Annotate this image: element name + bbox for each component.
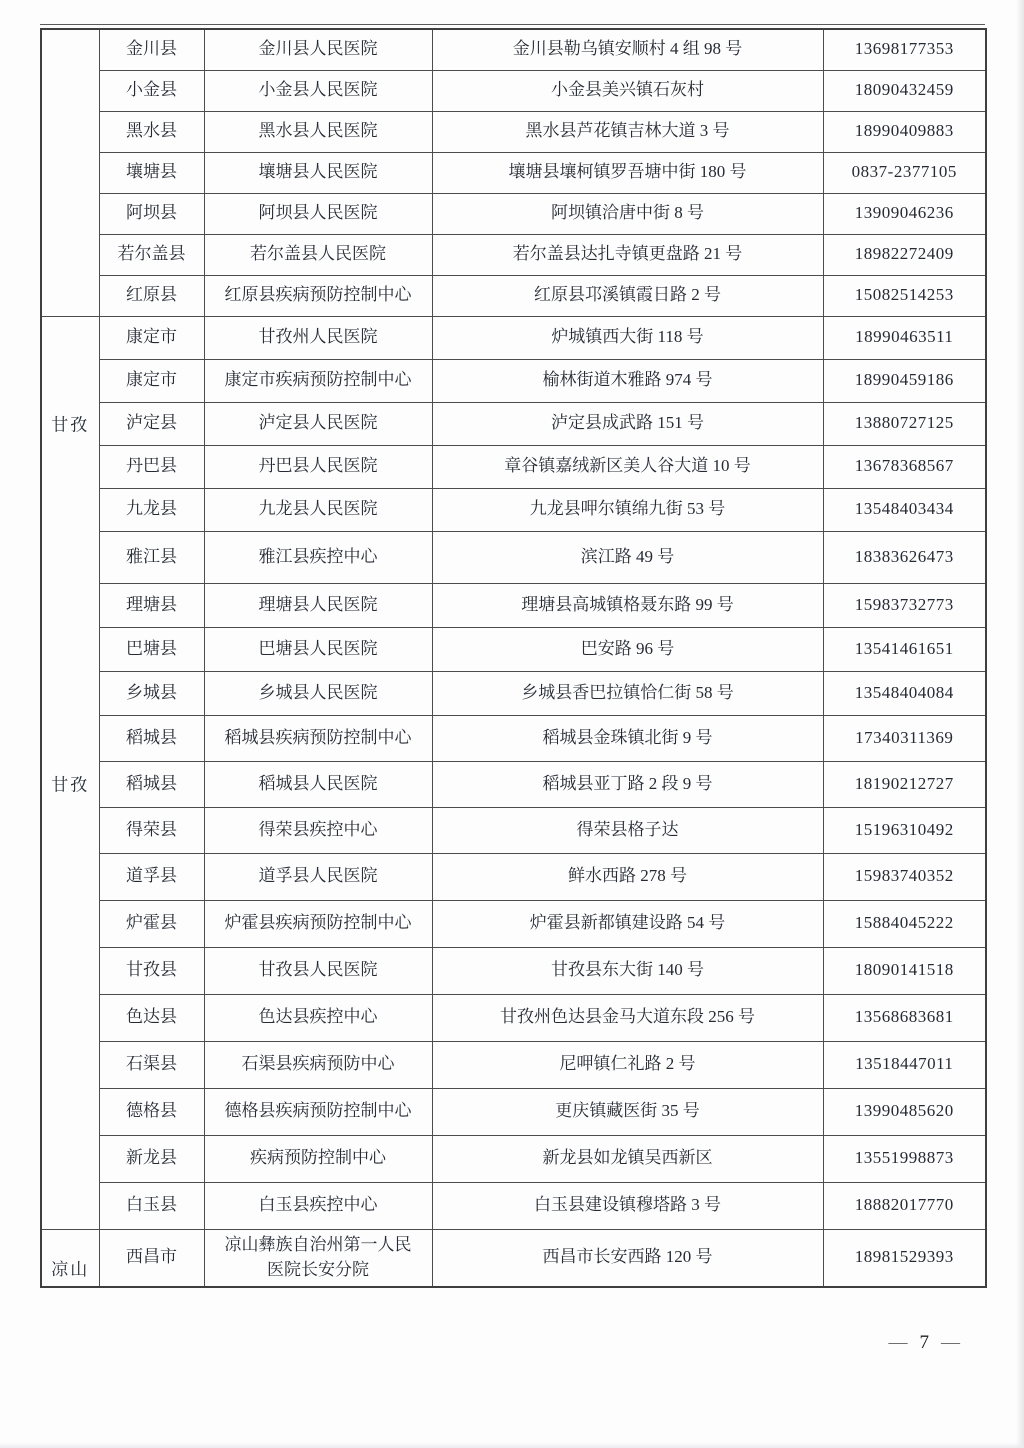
phone-cell: 18383626473 — [823, 531, 986, 583]
county-cell: 康定市 — [99, 359, 204, 402]
institution-cell: 甘孜州人民医院 — [204, 316, 432, 359]
table-row — [41, 445, 986, 488]
institution-cell: 稻城县人民医院 — [204, 761, 432, 807]
table-row — [41, 994, 986, 1041]
institution-cell: 甘孜县人民医院 — [204, 947, 432, 994]
table-row — [41, 761, 986, 807]
county-cell: 炉霍县 — [99, 900, 204, 947]
address-cell: 理塘县高城镇格聂东路 99 号 — [432, 583, 823, 627]
table-row — [41, 316, 986, 359]
address-cell: 甘孜县东大街 140 号 — [432, 947, 823, 994]
institution-cell: 石渠县疾病预防中心 — [204, 1041, 432, 1088]
page-number — [889, 1332, 961, 1354]
county-cell: 巴塘县 — [99, 627, 204, 671]
table-row — [41, 715, 986, 761]
address-cell: 炉霍县新都镇建设路 54 号 — [432, 900, 823, 947]
phone-cell: 18981529393 — [823, 1229, 986, 1287]
footer-dash-right: — — [941, 1332, 960, 1353]
institution-cell: 小金县人民医院 — [204, 70, 432, 111]
phone-cell: 18990459186 — [823, 359, 986, 402]
institution-cell: 壤塘县人民医院 — [204, 152, 432, 193]
address-cell: 更庆镇藏医街 35 号 — [432, 1088, 823, 1135]
institution-cell: 疾病预防控制中心 — [204, 1135, 432, 1182]
table-row — [41, 359, 986, 402]
table-row — [41, 1041, 986, 1088]
table-row — [41, 29, 986, 70]
phone-cell: 18190212727 — [823, 761, 986, 807]
address-cell: 新龙县如龙镇吴西新区 — [432, 1135, 823, 1182]
address-cell: 金川县勒乌镇安顺村 4 组 98 号 — [432, 29, 823, 70]
address-cell: 章谷镇嘉绒新区美人谷大道 10 号 — [432, 445, 823, 488]
institution-cell: 得荣县疾控中心 — [204, 807, 432, 853]
county-cell: 得荣县 — [99, 807, 204, 853]
phone-cell: 18990409883 — [823, 111, 986, 152]
table-row — [41, 111, 986, 152]
institution-cell: 黑水县人民医院 — [204, 111, 432, 152]
address-cell: 稻城县亚丁路 2 段 9 号 — [432, 761, 823, 807]
address-cell: 白玉县建设镇穆塔路 3 号 — [432, 1182, 823, 1229]
table-row — [41, 1088, 986, 1135]
address-cell: 若尔盖县达扎寺镇更盘路 21 号 — [432, 234, 823, 275]
table-top-rule — [40, 24, 985, 25]
phone-cell: 13541461651 — [823, 627, 986, 671]
county-cell: 若尔盖县 — [99, 234, 204, 275]
county-cell: 德格县 — [99, 1088, 204, 1135]
region-label: 凉山 — [51, 1260, 90, 1280]
phone-cell: 15884045222 — [823, 900, 986, 947]
county-cell: 稻城县 — [99, 715, 204, 761]
table-row — [41, 488, 986, 531]
table-row — [41, 70, 986, 111]
table-row — [41, 193, 986, 234]
county-cell: 石渠县 — [99, 1041, 204, 1088]
address-cell: 小金县美兴镇石灰村 — [432, 70, 823, 111]
table-row — [41, 402, 986, 445]
phone-cell: 13678368567 — [823, 445, 986, 488]
phone-cell: 13551998873 — [823, 1135, 986, 1182]
table-row — [41, 853, 986, 900]
institution-cell: 雅江县疾控中心 — [204, 531, 432, 583]
table-row — [41, 671, 986, 715]
region-cell — [41, 316, 99, 1229]
phone-cell: 13548404084 — [823, 671, 986, 715]
phone-cell: 13568683681 — [823, 994, 986, 1041]
table-row — [41, 1135, 986, 1182]
address-cell: 稻城县金珠镇北街 9 号 — [432, 715, 823, 761]
county-cell: 红原县 — [99, 275, 204, 316]
address-cell: 滨江路 49 号 — [432, 531, 823, 583]
address-cell: 阿坝镇洽唐中街 8 号 — [432, 193, 823, 234]
table-row — [41, 1229, 986, 1287]
table-row — [41, 531, 986, 583]
phone-cell: 18990463511 — [823, 316, 986, 359]
institution-cell: 金川县人民医院 — [204, 29, 432, 70]
county-cell: 西昌市 — [99, 1229, 204, 1287]
county-cell: 壤塘县 — [99, 152, 204, 193]
table-row — [41, 275, 986, 316]
region-label: 甘孜 — [51, 415, 90, 435]
address-cell: 九龙县呷尔镇绵九街 53 号 — [432, 488, 823, 531]
phone-cell: 13990485620 — [823, 1088, 986, 1135]
institution-cell: 丹巴县人民医院 — [204, 445, 432, 488]
county-cell: 乡城县 — [99, 671, 204, 715]
phone-cell: 18882017770 — [823, 1182, 986, 1229]
county-cell: 新龙县 — [99, 1135, 204, 1182]
phone-cell: 18090141518 — [823, 947, 986, 994]
county-cell: 金川县 — [99, 29, 204, 70]
address-cell: 得荣县格子达 — [432, 807, 823, 853]
table-row — [41, 900, 986, 947]
table-row — [41, 807, 986, 853]
county-cell: 色达县 — [99, 994, 204, 1041]
table-row — [41, 947, 986, 994]
footer-dash-left: — — [888, 1332, 908, 1353]
phone-cell: 15983740352 — [823, 853, 986, 900]
institution-cell: 稻城县疾病预防控制中心 — [204, 715, 432, 761]
institution-cell: 红原县疾病预防控制中心 — [204, 275, 432, 316]
county-cell: 雅江县 — [99, 531, 204, 583]
institution-cell: 泸定县人民医院 — [204, 402, 432, 445]
county-cell: 道孚县 — [99, 853, 204, 900]
phone-cell: 13698177353 — [823, 29, 986, 70]
county-cell: 黑水县 — [99, 111, 204, 152]
table-row — [41, 583, 986, 627]
address-cell: 黑水县芦花镇吉林大道 3 号 — [432, 111, 823, 152]
region-cell — [41, 29, 99, 316]
page-edge-shading-right — [1016, 0, 1024, 1448]
phone-cell: 17340311369 — [823, 715, 986, 761]
institution-cell: 巴塘县人民医院 — [204, 627, 432, 671]
institution-cell: 若尔盖县人民医院 — [204, 234, 432, 275]
institution-cell: 色达县疾控中心 — [204, 994, 432, 1041]
institution-cell: 乡城县人民医院 — [204, 671, 432, 715]
institution-cell: 白玉县疾控中心 — [204, 1182, 432, 1229]
table-row — [41, 627, 986, 671]
institution-cell: 九龙县人民医院 — [204, 488, 432, 531]
phone-cell: 18982272409 — [823, 234, 986, 275]
region-label: 甘孜 — [51, 775, 90, 795]
address-cell: 泸定县成武路 151 号 — [432, 402, 823, 445]
county-cell: 小金县 — [99, 70, 204, 111]
region-cell — [41, 1229, 99, 1287]
institution-cell: 理塘县人民医院 — [204, 583, 432, 627]
institution-cell: 阿坝县人民医院 — [204, 193, 432, 234]
institution-cell: 凉山彝族自治州第一人民医院长安分院 — [204, 1229, 432, 1287]
address-cell: 巴安路 96 号 — [432, 627, 823, 671]
county-cell: 甘孜县 — [99, 947, 204, 994]
institution-cell: 康定市疾病预防控制中心 — [204, 359, 432, 402]
page-edge-shading-bottom — [0, 1442, 1024, 1448]
table-row — [41, 152, 986, 193]
phone-cell: 18090432459 — [823, 70, 986, 111]
table-row — [41, 1182, 986, 1229]
phone-cell: 0837-2377105 — [823, 152, 986, 193]
county-cell: 泸定县 — [99, 402, 204, 445]
institution-cell: 德格县疾病预防控制中心 — [204, 1088, 432, 1135]
phone-cell: 15082514253 — [823, 275, 986, 316]
county-cell: 丹巴县 — [99, 445, 204, 488]
address-cell: 甘孜州色达县金马大道东段 256 号 — [432, 994, 823, 1041]
phone-cell: 13880727125 — [823, 402, 986, 445]
county-cell: 白玉县 — [99, 1182, 204, 1229]
table-row — [41, 234, 986, 275]
phone-cell: 15196310492 — [823, 807, 986, 853]
county-cell: 康定市 — [99, 316, 204, 359]
phone-cell: 15983732773 — [823, 583, 986, 627]
address-cell: 西昌市长安西路 120 号 — [432, 1229, 823, 1287]
phone-cell: 13518447011 — [823, 1041, 986, 1088]
phone-cell: 13909046236 — [823, 193, 986, 234]
phone-cell: 13548403434 — [823, 488, 986, 531]
address-cell: 鲜水西路 278 号 — [432, 853, 823, 900]
footer-page-number: 7 — [919, 1332, 929, 1353]
address-cell: 红原县邛溪镇霞日路 2 号 — [432, 275, 823, 316]
county-cell: 稻城县 — [99, 761, 204, 807]
address-cell: 尼呷镇仁礼路 2 号 — [432, 1041, 823, 1088]
county-cell: 阿坝县 — [99, 193, 204, 234]
address-cell: 榆林街道木雅路 974 号 — [432, 359, 823, 402]
institution-cell: 道孚县人民医院 — [204, 853, 432, 900]
address-cell: 炉城镇西大街 118 号 — [432, 316, 823, 359]
contact-table — [40, 28, 987, 1288]
address-cell: 壤塘县壤柯镇罗吾塘中街 180 号 — [432, 152, 823, 193]
county-cell: 九龙县 — [99, 488, 204, 531]
address-cell: 乡城县香巴拉镇恰仁街 58 号 — [432, 671, 823, 715]
institution-cell: 炉霍县疾病预防控制中心 — [204, 900, 432, 947]
county-cell: 理塘县 — [99, 583, 204, 627]
